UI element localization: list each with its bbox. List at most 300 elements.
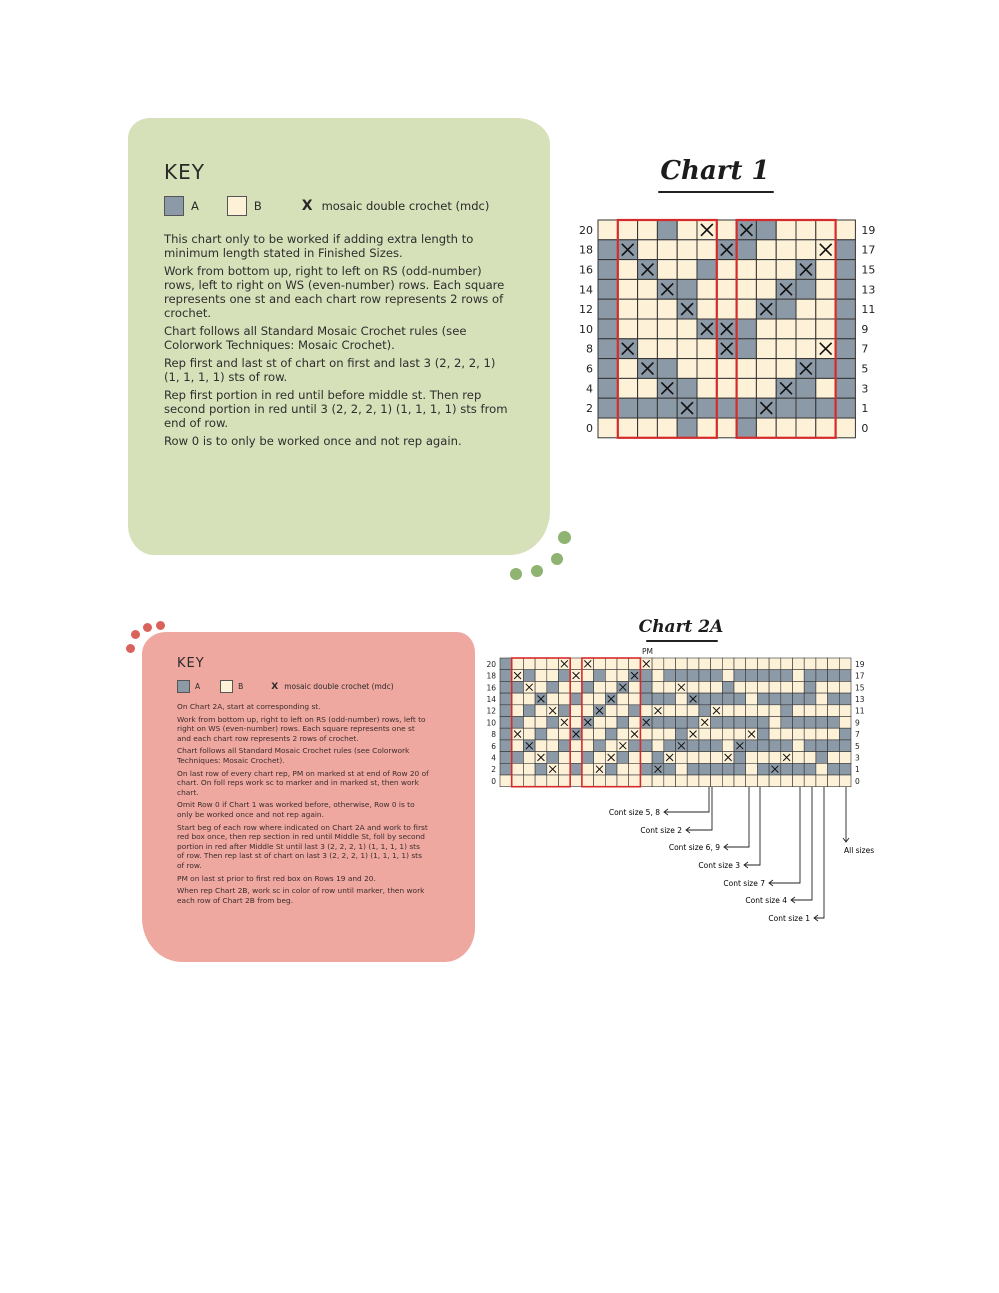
chart2a-cell xyxy=(734,681,746,693)
chart2a-cell xyxy=(640,775,652,787)
chart1-cell xyxy=(756,279,776,299)
chart2a-cell xyxy=(617,763,629,775)
chart2a-right-row-label: 1 xyxy=(855,765,860,775)
chart1-cell xyxy=(697,279,717,299)
chart1-cell xyxy=(836,279,856,299)
size-label: Cont size 2 xyxy=(640,826,682,835)
chart2a-cell xyxy=(781,740,793,752)
chart2a-cell xyxy=(547,681,559,693)
chart2a-cell xyxy=(605,717,617,729)
chart2a-cell xyxy=(746,693,758,705)
chart1-cell xyxy=(816,260,836,280)
chart1-cell xyxy=(776,260,796,280)
chart1-right-row-label: 19 xyxy=(861,223,876,237)
chart2a-cell xyxy=(629,775,641,787)
chart2a-left-row-label: 14 xyxy=(486,694,496,704)
chart1 xyxy=(570,215,890,447)
chart2a-cell xyxy=(757,705,769,717)
chart2a-cell xyxy=(781,681,793,693)
chart2a-grid xyxy=(500,658,851,787)
size-label: Cont size 7 xyxy=(723,879,765,888)
chart2a-cell xyxy=(652,670,664,682)
chart1-cell xyxy=(697,359,717,379)
chart1-right-row-label: 7 xyxy=(861,342,869,356)
chart2a-cell xyxy=(816,775,828,787)
chart2a-cell xyxy=(816,717,828,729)
chart1-cell xyxy=(657,220,677,240)
chart2a-cell xyxy=(676,763,688,775)
chart2a-cell xyxy=(757,717,769,729)
chart1-right-row-label: 15 xyxy=(861,263,876,277)
chart2a-cell xyxy=(839,717,851,729)
chart2a-cell xyxy=(664,775,676,787)
chart2a-cell xyxy=(594,670,606,682)
chart2a-cell xyxy=(617,728,629,740)
chart2a-left-row-label: 2 xyxy=(491,765,496,775)
chart2a-cell xyxy=(793,740,805,752)
chart2a-cell xyxy=(757,658,769,670)
chart2a-cell xyxy=(699,740,711,752)
chart2a-right-row-label: 5 xyxy=(855,741,860,751)
chart2a-cell xyxy=(523,693,535,705)
instruction-paragraph: Chart follows all Standard Mosaic Crochet rules (see Colorwork Techniques: Mosaic Crochet). xyxy=(177,746,410,765)
chart2a-cell xyxy=(804,752,816,764)
chart1-cell xyxy=(836,260,856,280)
chart1-cell xyxy=(776,398,796,418)
chart2a-cell xyxy=(559,705,571,717)
chart2a-cell xyxy=(769,693,781,705)
chart2a-cell xyxy=(769,658,781,670)
instruction-paragraph: Start beg of each row where indicated on Chart 2A and work to first red box once, then rep section in red until Middle St, foll by second portion in red after Middle St until last 3 (2, 2, 2, 1) (1, 1, 1, 1) sts of row. Then rep last st of chart on last 3 (2, 2, 2, 1) (1, 1, 1, 1) sts of row. xyxy=(177,822,428,870)
chart1-cell xyxy=(836,398,856,418)
decorative-dot xyxy=(156,621,165,630)
chart1-left-row-label: 0 xyxy=(586,421,593,435)
chart1-cell xyxy=(776,319,796,339)
chart2a-cell xyxy=(816,693,828,705)
chart2a-cell xyxy=(512,775,524,787)
chart2a-cell xyxy=(804,728,816,740)
chart1-cell xyxy=(618,279,638,299)
chart2a-cell xyxy=(769,752,781,764)
chart2a-cell xyxy=(652,658,664,670)
chart1-cell xyxy=(598,220,618,240)
chart1-cell xyxy=(737,279,757,299)
chart2a-cell xyxy=(757,752,769,764)
chart2a-cell xyxy=(828,752,840,764)
chart1-left-row-label: 20 xyxy=(579,223,593,237)
chart2a-cell xyxy=(559,763,571,775)
chart1-cell xyxy=(697,240,717,260)
chart1-cell xyxy=(677,220,697,240)
chart1-cell xyxy=(638,418,658,438)
chart1-cell xyxy=(756,220,776,240)
chart2a-cell xyxy=(523,705,535,717)
chart2a-cell xyxy=(500,717,512,729)
chart1-cell xyxy=(737,260,757,280)
chart1-left-row-label: 16 xyxy=(579,263,593,277)
chart2a-cell xyxy=(582,775,594,787)
chart2a-left-row-label: 12 xyxy=(486,706,496,716)
chart2a-cell xyxy=(757,740,769,752)
chart2a-cell xyxy=(594,693,606,705)
chart2a-cell xyxy=(500,693,512,705)
chart2a-cell xyxy=(699,705,711,717)
chart2a-cell xyxy=(793,752,805,764)
chart1-cell xyxy=(677,339,697,359)
chart2a-cell xyxy=(676,775,688,787)
chart1-right-row-label: 11 xyxy=(861,303,876,317)
chart2a-cell xyxy=(687,752,699,764)
chart1-cell xyxy=(776,359,796,379)
chart2a-cell xyxy=(816,670,828,682)
chart2a-cell xyxy=(640,705,652,717)
chart2a-cell xyxy=(664,728,676,740)
chart1-cell xyxy=(638,299,658,319)
chart1-cell xyxy=(756,240,776,260)
chart2a-cell xyxy=(664,681,676,693)
chart2a-cell xyxy=(839,681,851,693)
chart2a-cell xyxy=(676,752,688,764)
chart1-cell xyxy=(638,398,658,418)
chart2a-cell xyxy=(676,693,688,705)
chart2a-right-row-label: 19 xyxy=(855,659,865,669)
chart2a-cell xyxy=(652,681,664,693)
size-label: Cont size 1 xyxy=(768,914,810,923)
chart2a-cell xyxy=(828,775,840,787)
mdc-label: mosaic double crochet (mdc) xyxy=(284,682,394,691)
chart2a-cell xyxy=(711,728,723,740)
chart1-cell xyxy=(756,319,776,339)
chart2a-cell xyxy=(711,681,723,693)
decorative-dot xyxy=(558,531,571,544)
chart1-cell xyxy=(836,220,856,240)
chart2a-cell xyxy=(746,681,758,693)
chart2a-cell xyxy=(746,752,758,764)
chart1-cell xyxy=(638,220,658,240)
chart2a-cell xyxy=(734,763,746,775)
chart1-cell xyxy=(737,378,757,398)
chart2a-cell xyxy=(605,705,617,717)
chart2a-cell xyxy=(629,717,641,729)
chart2a-cell xyxy=(547,752,559,764)
chart1-cell xyxy=(618,319,638,339)
decorative-dot xyxy=(510,568,522,580)
chart2a-cell xyxy=(629,763,641,775)
chart2a-left-row-label: 18 xyxy=(486,671,496,681)
chart1-left-row-label: 4 xyxy=(586,382,593,396)
chart2a-cell xyxy=(734,752,746,764)
chart2a-cell xyxy=(839,658,851,670)
chart1-cell xyxy=(618,359,638,379)
chart2a-cell xyxy=(699,681,711,693)
size-arrow-line xyxy=(744,787,760,865)
mdc-x-icon: X xyxy=(271,681,279,692)
chart2a-cell xyxy=(722,740,734,752)
chart2a-cell xyxy=(629,740,641,752)
key-title: KEY xyxy=(164,160,205,184)
chart2a-cell xyxy=(711,693,723,705)
chart2a-cell xyxy=(500,658,512,670)
size-arrow-line xyxy=(724,787,749,847)
chart2a-cell xyxy=(547,693,559,705)
chart2a-cell xyxy=(769,728,781,740)
chart2a-cell xyxy=(793,717,805,729)
chart2a-cell xyxy=(582,693,594,705)
chart2a-cell xyxy=(804,670,816,682)
chart2a-left-row-label: 16 xyxy=(486,683,496,693)
chart2a-cell xyxy=(500,752,512,764)
chart1-cell xyxy=(598,319,618,339)
chart2a-cell xyxy=(629,693,641,705)
chart1-cell xyxy=(737,319,757,339)
chart2a-cell xyxy=(734,658,746,670)
chart2a-cell xyxy=(793,658,805,670)
chart2a-cell xyxy=(547,740,559,752)
decorative-dot xyxy=(551,553,563,565)
chart2a-cell xyxy=(500,740,512,752)
chart1-cell xyxy=(638,319,658,339)
chart2a-cell xyxy=(781,658,793,670)
chart2a-cell xyxy=(746,740,758,752)
chart2a-cell xyxy=(804,705,816,717)
chart2a-cell xyxy=(746,670,758,682)
chart2a-cell xyxy=(676,670,688,682)
chart2a-cell xyxy=(582,752,594,764)
chart1-cell xyxy=(776,240,796,260)
chart2a-cell xyxy=(699,728,711,740)
key-legend xyxy=(164,196,509,216)
chart1-right-row-label: 9 xyxy=(861,322,869,336)
chart2a-cell xyxy=(769,670,781,682)
chart2a-cell xyxy=(605,740,617,752)
chart2a-cell xyxy=(699,763,711,775)
chart2a-cell xyxy=(523,658,535,670)
chart1-cell xyxy=(737,418,757,438)
chart2a-cell xyxy=(652,717,664,729)
key-instructions xyxy=(164,232,509,448)
chart2a-cell xyxy=(687,670,699,682)
chart2a-cell xyxy=(804,740,816,752)
chart1-cell xyxy=(717,378,737,398)
chart2a-cell xyxy=(594,681,606,693)
size-label: Cont size 6, 9 xyxy=(668,843,720,852)
chart1-cell xyxy=(657,240,677,260)
chart1-cell xyxy=(737,339,757,359)
chart2a-cell xyxy=(664,658,676,670)
chart2a-cell xyxy=(523,728,535,740)
chart1-cell xyxy=(737,299,757,319)
chart2a-cell xyxy=(535,775,547,787)
chart2a-cell xyxy=(687,775,699,787)
chart1-cell xyxy=(657,359,677,379)
chart2a-cell xyxy=(711,670,723,682)
chart2a-cell xyxy=(535,658,547,670)
chart2a-cell xyxy=(523,717,535,729)
chart1-cell xyxy=(697,378,717,398)
chart1-cell xyxy=(717,398,737,418)
chart2a-cell xyxy=(722,705,734,717)
chart2a-cell xyxy=(711,740,723,752)
chart2a-cell xyxy=(605,728,617,740)
chart1-cell xyxy=(816,418,836,438)
chart2a-cell xyxy=(687,705,699,717)
chart2a-cell xyxy=(582,728,594,740)
chart2a-cell xyxy=(757,681,769,693)
chart1-left-row-label: 12 xyxy=(579,303,593,317)
size-label: Cont size 4 xyxy=(745,896,787,905)
chart2a-cell xyxy=(500,775,512,787)
chart1-left-row-label: 2 xyxy=(586,402,593,416)
chart1-key-panel xyxy=(164,160,509,452)
chart1-cell xyxy=(756,359,776,379)
chart2a-cell xyxy=(570,693,582,705)
chart2a-cell xyxy=(500,670,512,682)
chart1-cell xyxy=(677,359,697,379)
chart2a-cell xyxy=(757,670,769,682)
chart2a-cell xyxy=(617,752,629,764)
chart1-cell xyxy=(697,299,717,319)
chart2a-cell xyxy=(746,775,758,787)
chart2a-cell xyxy=(828,681,840,693)
chart2a-cell xyxy=(570,740,582,752)
instruction-paragraph: When rep Chart 2B, work sc in color of row until marker, then work each row of Chart 2B from beg. xyxy=(177,886,425,905)
chart2a-cell xyxy=(699,658,711,670)
chart2a-cell xyxy=(687,658,699,670)
chart2a-cell xyxy=(699,670,711,682)
chart2a-cell xyxy=(500,728,512,740)
instruction-paragraph: Chart follows all Standard Mosaic Crochet rules (see Colorwork Techniques: Mosaic Crochet). xyxy=(164,324,467,352)
chart2a-cell xyxy=(582,705,594,717)
chart2a-cell xyxy=(512,752,524,764)
chart1-cell xyxy=(657,260,677,280)
chart2a-cell xyxy=(793,681,805,693)
chart1-cell xyxy=(598,359,618,379)
instruction-paragraph: Work from bottom up, right to left on RS (odd-number) rows, left to right on WS (even-number) rows. Each square represents one st and each chart row represents 2 rows of crochet. xyxy=(177,714,426,743)
chart2a-cell xyxy=(570,681,582,693)
chart1-cell xyxy=(618,299,638,319)
chart1-cell xyxy=(638,339,658,359)
chart2a-cell xyxy=(828,728,840,740)
chart2a-cell xyxy=(594,658,606,670)
chart2a-cell xyxy=(793,775,805,787)
size-arrow-line xyxy=(664,787,709,812)
chart2a-cell xyxy=(793,670,805,682)
chart2a-cell xyxy=(559,775,571,787)
decorative-dot xyxy=(126,644,135,653)
chart2a-cell xyxy=(839,705,851,717)
chart2a-cell xyxy=(816,740,828,752)
chart2a-cell xyxy=(687,763,699,775)
chart2a-cell xyxy=(722,658,734,670)
chart2a-cell xyxy=(711,763,723,775)
chart2a-right-row-label: 13 xyxy=(855,694,865,704)
chart2a-cell xyxy=(746,717,758,729)
chart2a-cell xyxy=(594,717,606,729)
chart2a-cell xyxy=(547,728,559,740)
chart2a-cell xyxy=(582,670,594,682)
chart1-cell xyxy=(776,299,796,319)
chart1-cell xyxy=(717,260,737,280)
chart2a-right-row-label: 3 xyxy=(855,753,860,763)
chart1-cell xyxy=(677,260,697,280)
chart2a-cell xyxy=(676,705,688,717)
chart2a-cell xyxy=(594,728,606,740)
chart2a-cell xyxy=(839,693,851,705)
chart1-cell xyxy=(697,398,717,418)
chart2a-cell xyxy=(781,670,793,682)
chart2a-cell xyxy=(547,670,559,682)
chart1-cell xyxy=(717,418,737,438)
chart2a-cell xyxy=(839,752,851,764)
chart2a-cell xyxy=(839,728,851,740)
chart1-cell xyxy=(657,319,677,339)
chart2a-cell xyxy=(769,705,781,717)
chart2a-cell xyxy=(699,775,711,787)
chart1-title-underline xyxy=(658,191,774,193)
chart2a-cell xyxy=(535,681,547,693)
chart2a-cell xyxy=(535,728,547,740)
chart2a-cell xyxy=(535,763,547,775)
instruction-paragraph: Rep first portion in red until before middle st. Then rep second portion in red until 3 (2, 2, 2, 1) (1, 1, 1, 1) sts from end of row. xyxy=(164,388,508,430)
chart1-left-row-label: 8 xyxy=(586,342,593,356)
chart2a-right-row-label: 15 xyxy=(855,683,865,693)
chart2a-cell xyxy=(757,728,769,740)
chart2a-cell xyxy=(629,658,641,670)
chart2a-cell xyxy=(757,775,769,787)
chart2a-cell xyxy=(781,763,793,775)
chart2a-cell xyxy=(722,717,734,729)
chart2a-cell xyxy=(594,752,606,764)
chart1-cell xyxy=(836,339,856,359)
chart2a-cell xyxy=(781,693,793,705)
legend-a-label: A xyxy=(191,199,199,213)
chart2a-cell xyxy=(652,728,664,740)
chart2a-cell xyxy=(722,728,734,740)
chart1-cell xyxy=(776,220,796,240)
chart2a-right-row-label: 17 xyxy=(855,671,865,681)
chart1-cell xyxy=(816,398,836,418)
chart2a-cell xyxy=(746,705,758,717)
chart2a-cell xyxy=(512,740,524,752)
chart2a-cell xyxy=(793,693,805,705)
chart2a-cell xyxy=(769,681,781,693)
chart1-cell xyxy=(737,398,757,418)
chart2a-cell xyxy=(839,670,851,682)
legend-a-label: A xyxy=(195,682,201,691)
chart2a-key-panel xyxy=(177,656,429,908)
chart2a-cell xyxy=(535,670,547,682)
chart2a-cell xyxy=(816,658,828,670)
chart2a-cell xyxy=(512,763,524,775)
chart2a-cell xyxy=(559,728,571,740)
chart2a-left-row-label: 4 xyxy=(491,753,496,763)
chart2a-cell xyxy=(722,670,734,682)
chart2a-cell xyxy=(582,740,594,752)
chart2a-cell xyxy=(629,752,641,764)
chart2a-cell xyxy=(664,740,676,752)
chart1-cell xyxy=(836,359,856,379)
chart2a-cell xyxy=(816,728,828,740)
size-arrow-line xyxy=(769,787,800,883)
instruction-paragraph: Row 0 is to only be worked once and not rep again. xyxy=(164,434,462,448)
chart2a-cell xyxy=(687,717,699,729)
chart2a-cell xyxy=(711,775,723,787)
chart1-cell xyxy=(816,319,836,339)
chart1-cell xyxy=(737,359,757,379)
chart1-cell xyxy=(598,378,618,398)
chart2a-cell xyxy=(535,717,547,729)
chart2a-cell xyxy=(523,763,535,775)
